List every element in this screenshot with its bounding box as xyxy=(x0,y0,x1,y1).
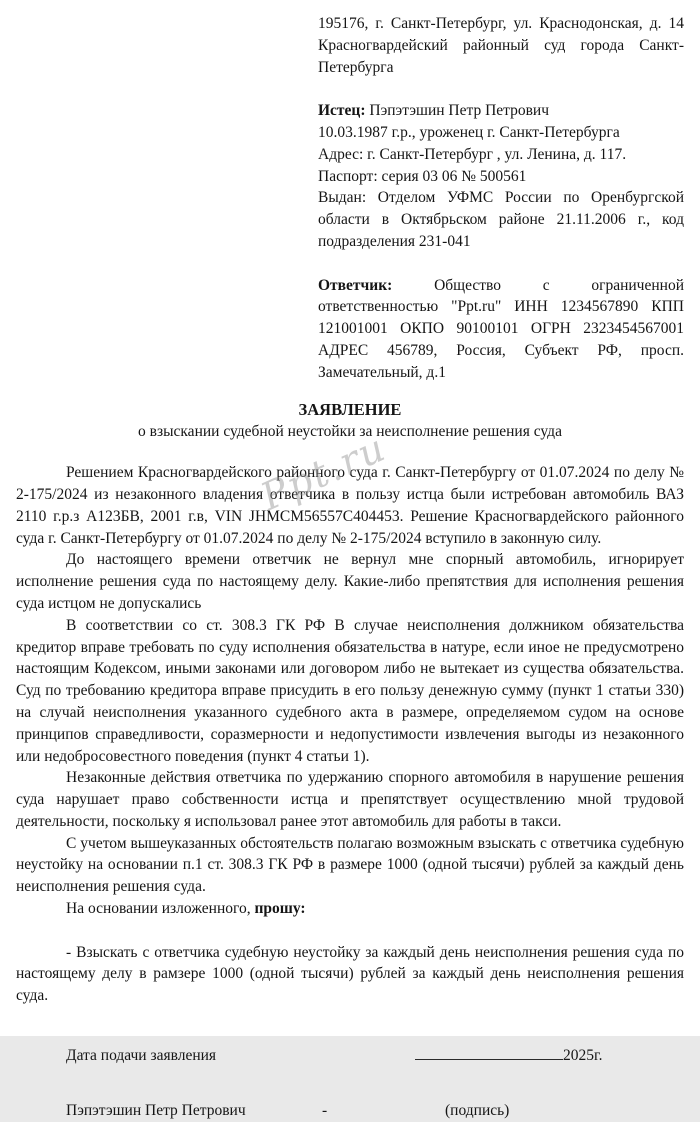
paragraph-court-decision: Решением Красногвардейского районного суда г. Санкт-Петербургу от 01.07.2024 по делу № 2-175/2024 из незаконного владения ответчика в пользу истца были истребован автомобиль ВАЗ 2110 г.р.з А123БВ, 2001 г.в, VIN JHMCM56557C404453. Решение Красногвардейского районного суда г. Санкт-Петербургу от 01.07.2024 по делу № 2-175/2024 вступило в законную силу. xyxy=(16,464,684,547)
date-fill-line xyxy=(415,1042,563,1060)
document-header xyxy=(318,13,684,384)
court-address: 195176, г. Санкт-Петербург, ул. Краснодонская, д. 14 Красногвардейский районный суд города Санкт-Петербурга xyxy=(318,15,684,76)
signature-label: (подпись) xyxy=(445,1101,510,1119)
signature-row xyxy=(16,1100,684,1122)
document-title: ЗАЯВЛЕНИЕ xyxy=(298,399,402,419)
plaintiff-line xyxy=(318,100,684,122)
paragraph-request-intro xyxy=(16,898,684,920)
defendant-label: Ответчик: xyxy=(318,276,393,294)
plaintiff-birth: 10.03.1987 г.р., уроженец г. Санкт-Петербурга xyxy=(318,123,620,141)
plaintiff-passport: Паспорт: серия 03 06 № 500561 xyxy=(318,167,527,185)
plaintiff-passport-issued: Выдан: Отделом УФМС России по Оренбургской области в Октябрьском районе 21.11.2006 г., код подразделения 231-041 xyxy=(318,189,684,250)
paragraph-law-308-3: В соответствии со ст. 308.3 ГК РФ В случае неисполнения должником обязательства кредитор вправе требовать по суду исполнения обязательства в натуре, если иное не предусмотрено настоящим Кодексом, иными законами или договором либо не вытекает из существа обязательства. Суд по требованию кредитора вправе присудить в его пользу денежную сумму (пункт 1 статьи 330) на случай неисполнения указанного судебного акта в размере, определяемом судом на основе принципов справедливости, соразмерности и недопустимости извлечения выгоды из незаконного или недобросовестного поведения (пункт 4 статьи 1). xyxy=(16,616,684,765)
plaintiff-label: Истец: xyxy=(318,102,366,120)
plaintiff-address: Адрес: г. Санкт-Петербург , ул. Ленина, д. 117. xyxy=(318,145,627,163)
paragraph-penalty-claim: С учетом вышеуказанных обстоятельств полагаю возможным взыскать с ответчика судебную неустойку на основании п.1 ст. 308.3 ГК РФ в размере 1000 (одной тысячи) рублей за каждый день неисполнения решения суда. xyxy=(16,834,684,896)
document-subtitle: о взыскании судебной неустойки за неисполнение решения суда xyxy=(138,423,562,441)
spacer xyxy=(318,78,684,100)
document-body xyxy=(16,462,684,1007)
defendant-info: Общество с ограниченной ответственностью "Ppt.ru" ИНН 1234567890 КПП 121001001 ОКПО 90100101 ОГРН 2323454567001 АДРЕС 456789, Россия, Субъект РФ, просп. Замечательный, д.1 xyxy=(318,276,684,381)
request-intro-bold: прошу: xyxy=(254,900,306,918)
defendant-line xyxy=(318,275,684,384)
document-footer xyxy=(16,1042,684,1122)
paragraph-demand: - Взыскать с ответчика судебную неустойку за каждый день неисполнения решения суда по настоящему делу в рамзере 1000 (одной тысячи) рублей за каждый день неисполнения решения суда. xyxy=(16,943,684,1005)
filing-date-row xyxy=(16,1042,684,1067)
signer-name: Пэпэтэшин Петр Петрович xyxy=(66,1101,246,1119)
plaintiff-name: Пэпэтэшин Петр Петрович xyxy=(365,102,550,120)
spacer xyxy=(318,253,684,275)
signature-dash: - xyxy=(322,1101,328,1119)
ppt-ru-watermark: Ppt.ru xyxy=(254,425,393,519)
paragraph-non-return: До настоящего времени ответчик не вернул мне спорный автомобиль, игнорирует исполнение решения суда по настоящему делу. Какие-либо препятствия для исполнения решения суда истцом не допускались xyxy=(16,551,684,612)
request-intro-text: На основании изложенного, xyxy=(66,900,255,918)
year-label: 2025г. xyxy=(563,1047,603,1065)
paragraph-illegal-actions: Незаконные действия ответчика по удержанию спорного автомобиля в нарушение решения суда нарушает право собственности истца и препятствует осуществлению мной трудовой деятельности, поскольку я использовал ранее этот автомобиль для работы в такси. xyxy=(16,769,684,830)
filing-date-label: Дата подачи заявления xyxy=(66,1047,217,1065)
